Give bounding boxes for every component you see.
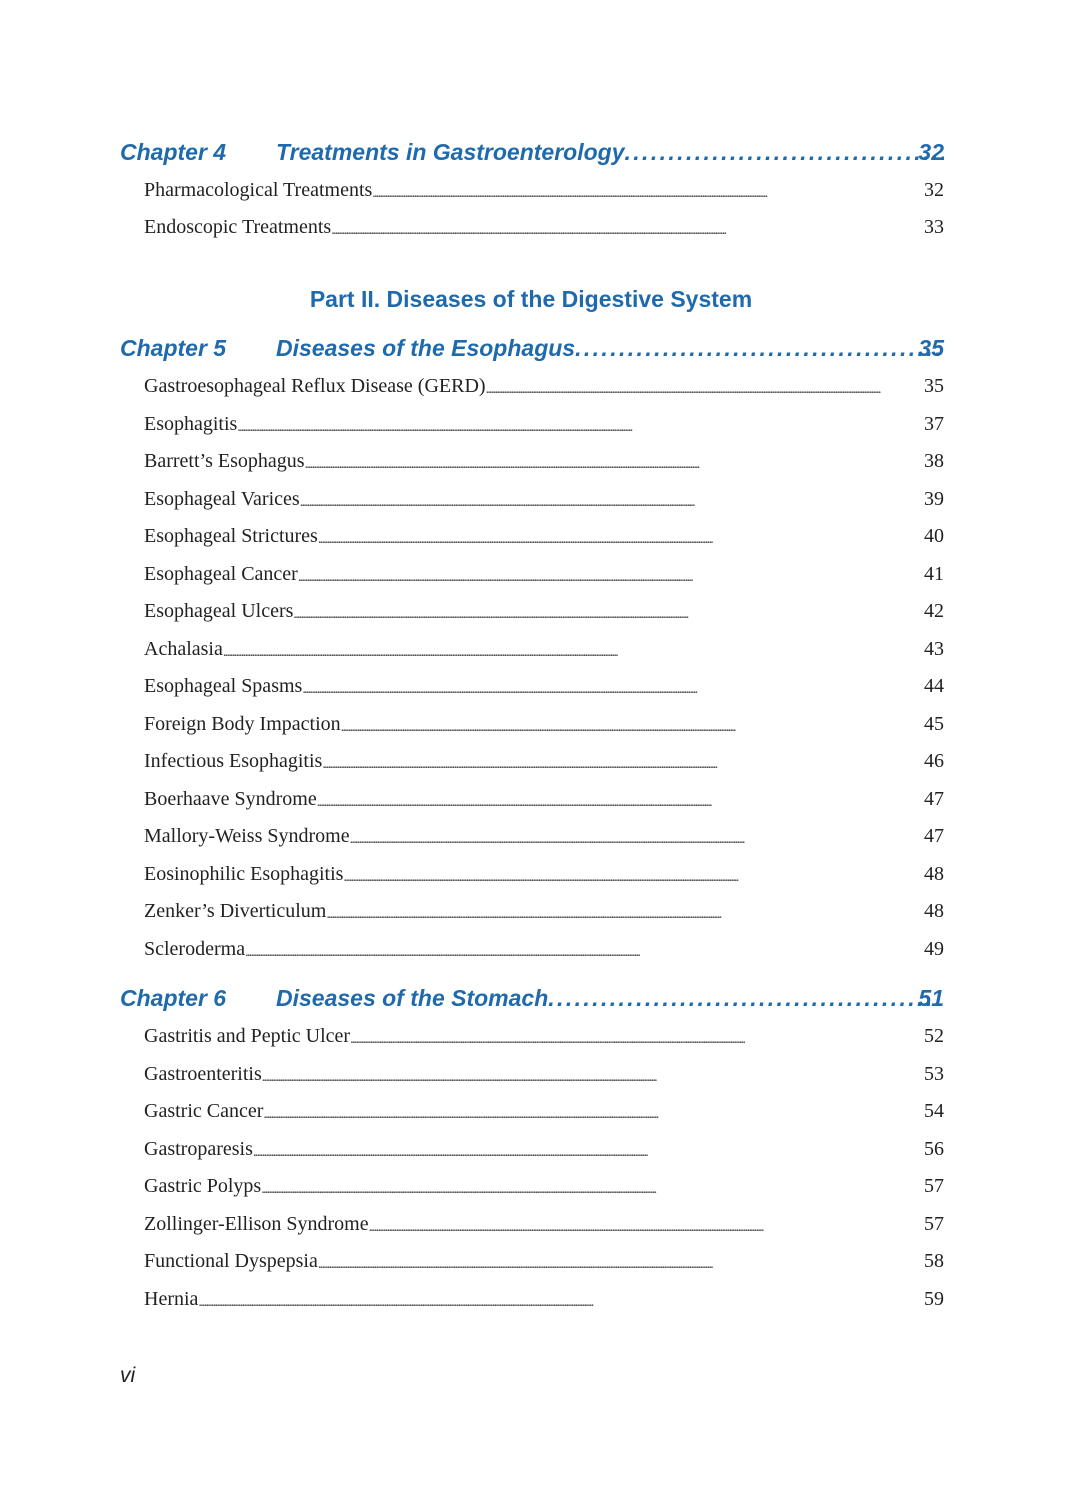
entry-title: Gastritis and Peptic Ulcer [144,1025,351,1047]
entry-title: Scleroderma [144,937,246,960]
entry-page: 43 [924,637,944,660]
entry-title: Functional Dyspepsia [144,1250,318,1272]
entry-title: Endoscopic Treatments [144,216,332,238]
toc-entry[interactable] [0,558,1088,592]
entry-title: Gastroenteritis [144,1062,262,1085]
entry-page: 35 [924,375,944,397]
dot-leader [625,139,945,166]
entry-title: Eosinophilic Esophagitis [144,862,344,885]
chapter-page: 51 [918,985,944,1011]
entry-title: Esophageal Varices [144,487,300,510]
entry-title: Mallory-Weiss Syndrome [144,825,350,847]
chapter-heading[interactable] [0,136,1088,170]
entry-page: 38 [924,450,944,472]
dot-leader [245,945,920,961]
dot-leader [300,495,920,511]
chapter-label: Chapter 4 [120,139,227,165]
chapter-title: Diseases of the Stomach [276,985,549,1011]
toc-entry[interactable] [0,211,1088,245]
entry-title: Gastric Polyps [144,1175,262,1197]
toc-entry[interactable] [0,1245,1088,1279]
toc-entry[interactable] [0,370,1088,404]
toc-entry[interactable] [0,408,1088,442]
entry-title: Foreign Body Impaction [144,712,341,735]
dot-leader [302,682,920,698]
dot-leader [322,757,920,773]
toc-entry[interactable] [0,783,1088,817]
toc-entry[interactable] [0,174,1088,208]
toc-entry[interactable] [0,1208,1088,1242]
chapter-label: Chapter 5 [120,335,227,361]
dot-leader [341,720,920,736]
entry-title: Achalasia [144,637,223,660]
dot-leader [237,420,920,436]
toc-entry[interactable] [0,1170,1088,1204]
entry-title: Pharmacological Treatments [144,179,373,201]
dot-leader [318,532,920,548]
dot-leader [548,985,944,1012]
dot-leader [317,795,920,811]
entry-title: Esophageal Cancer [144,562,298,585]
entry-title: Infectious Esophagitis [144,750,323,772]
entry-title: Esophageal Spasms [144,675,303,697]
entry-title: Gastroesophageal Reflux Disease (GERD) [144,375,486,397]
entry-page: 46 [924,750,944,772]
chapter-label: Chapter 6 [120,985,227,1011]
part-heading: Part II. Diseases of the Digestive System [309,286,753,312]
chapter-heading[interactable] [0,982,1088,1016]
entry-page: 57 [924,1212,944,1235]
entry-page: 37 [924,412,944,435]
dot-leader [575,335,944,362]
entry-page: 49 [924,937,944,960]
dot-leader [486,382,920,398]
chapter-title: Diseases of the Esophagus [276,335,576,361]
page-number: vi [120,1364,136,1387]
dot-leader [305,457,920,473]
entry-page: 47 [924,825,944,847]
entry-page: 41 [924,562,944,585]
entry-title: Barrett’s Esophagus [144,450,305,472]
entry-page: 53 [924,1062,944,1085]
entry-page: 57 [924,1175,944,1197]
entry-title: Boerhaave Syndrome [144,787,317,810]
dot-leader [343,870,920,886]
entry-page: 58 [924,1250,944,1272]
toc-entry[interactable] [0,633,1088,667]
dot-leader [253,1145,920,1161]
entry-page: 48 [924,900,944,922]
entry-page: 39 [924,487,944,510]
chapter-page: 32 [918,139,944,165]
entry-page: 45 [924,712,944,735]
dot-leader [331,223,920,239]
toc-entry[interactable] [0,445,1088,479]
dot-leader [223,645,920,661]
entry-page: 32 [924,179,944,201]
entry-title: Hernia [144,1287,199,1310]
entry-page: 48 [924,862,944,885]
toc-entry[interactable] [0,895,1088,929]
toc-entry[interactable] [0,1133,1088,1167]
toc-entry[interactable] [0,1283,1088,1317]
dot-leader [298,570,920,586]
entry-page: 40 [924,525,944,547]
chapter-heading[interactable] [0,332,1088,366]
toc-entry[interactable] [0,1058,1088,1092]
dot-leader [293,607,920,623]
dot-leader [350,1032,920,1048]
entry-title: Gastroparesis [144,1137,253,1160]
entry-title: Esophageal Ulcers [144,600,294,622]
toc-entry[interactable] [0,820,1088,854]
toc-entry[interactable] [0,1095,1088,1129]
dot-leader [326,907,920,923]
entry-page: 59 [924,1287,944,1310]
dot-leader [350,832,920,848]
entry-page: 54 [924,1100,944,1122]
entry-page: 44 [924,675,944,697]
chapter-title: Treatments in Gastroenterology [276,139,625,165]
entry-page: 47 [924,787,944,810]
dot-leader [263,1107,920,1123]
toc-entry[interactable] [0,708,1088,742]
chapter-page: 35 [918,335,944,361]
toc-entry[interactable] [0,483,1088,517]
toc-entry[interactable] [0,595,1088,629]
entry-title: Zollinger-Ellison Syndrome [144,1212,369,1235]
toc-entry[interactable] [0,1020,1088,1054]
toc-entry[interactable] [0,745,1088,779]
toc-entry[interactable] [0,933,1088,967]
entry-title: Esophagitis [144,412,238,435]
dot-leader [369,1220,920,1236]
dot-leader [262,1070,920,1086]
entry-title: Gastric Cancer [144,1100,264,1122]
entry-page: 56 [924,1137,944,1160]
toc-entry[interactable] [0,858,1088,892]
entry-page: 33 [924,216,944,238]
dot-leader [318,1257,920,1273]
entry-page: 52 [924,1025,944,1047]
toc-entry[interactable] [0,670,1088,704]
entry-page: 42 [924,600,944,622]
toc-entry[interactable] [0,520,1088,554]
dot-leader [372,186,920,202]
dot-leader [198,1295,920,1311]
entry-title: Zenker’s Diverticulum [144,900,327,922]
entry-title: Esophageal Strictures [144,525,318,547]
dot-leader [261,1182,920,1198]
